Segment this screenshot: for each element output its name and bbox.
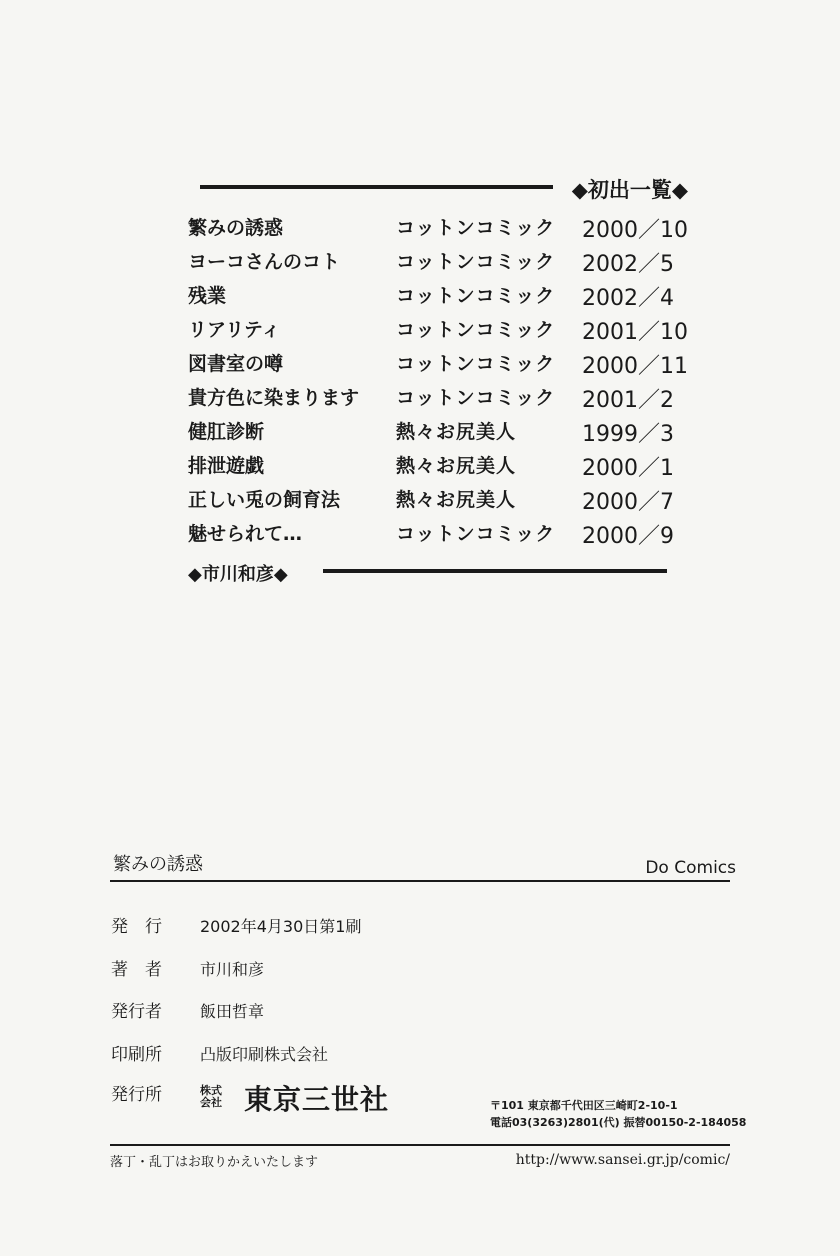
- work-title: 残業: [188, 285, 227, 307]
- colophon-field-label: 発行所: [111, 1085, 162, 1105]
- colophon-rule: [110, 880, 730, 882]
- colophon-field-value: 市川和彦: [200, 960, 265, 979]
- list-item: [188, 213, 728, 247]
- colophon-field-value: 2002年4月30日第1刷: [200, 917, 362, 936]
- list-item: [188, 417, 728, 451]
- work-title: 魅せられて…: [188, 523, 303, 545]
- list-item: [188, 349, 728, 383]
- exchange-note: 落丁・乱丁はお取りかえいたします: [110, 1155, 319, 1170]
- publish-date: 2001／10: [582, 320, 688, 345]
- publisher-phone: 電話03(3263)2801(代) 振替00150-2-184058: [490, 1116, 747, 1129]
- work-title: 繁みの誘惑: [188, 217, 284, 239]
- series-label: Do Comics: [645, 858, 736, 878]
- publisher-address: 〒101 東京都千代田区三崎町2-10-1: [490, 1099, 678, 1112]
- magazine-name: コットンコミック: [396, 217, 556, 239]
- list-item: [188, 315, 728, 349]
- colophon-field-label: 印刷所: [111, 1045, 162, 1065]
- list-item: [188, 519, 728, 553]
- work-title: ヨーコさんのコト: [188, 251, 341, 273]
- publish-date: 2000／11: [582, 354, 688, 379]
- list-item: [188, 383, 728, 417]
- colophon-book-title: 繁みの誘惑: [113, 854, 203, 875]
- publish-date: 2000／7: [582, 490, 674, 515]
- magazine-name: 熱々お尻美人: [396, 421, 517, 443]
- publish-date: 2000／1: [582, 456, 674, 481]
- publish-date: 1999／3: [582, 422, 674, 447]
- publish-date: 2000／10: [582, 218, 688, 243]
- magazine-name: コットンコミック: [396, 251, 556, 273]
- list-item: [188, 451, 728, 485]
- work-title: 健肛診断: [188, 421, 265, 443]
- work-title: リアリティ: [188, 319, 281, 341]
- work-title: 正しい兎の飼育法: [188, 489, 341, 511]
- colophon-field-label: 著 者: [111, 960, 162, 980]
- list-item: [188, 247, 728, 281]
- magazine-name: コットンコミック: [396, 523, 556, 545]
- work-title: 図書室の噂: [188, 353, 284, 375]
- list-item: [188, 281, 728, 315]
- publish-date: 2001／2: [582, 388, 674, 413]
- bottom-rule: [110, 1144, 730, 1146]
- colophon-field-value: 凸版印刷株式会社: [200, 1045, 329, 1064]
- magazine-name: コットンコミック: [396, 387, 556, 409]
- list-item: [188, 485, 728, 519]
- colophon-field-value: 飯田哲章: [200, 1002, 265, 1021]
- work-title: 排泄遊戯: [188, 455, 265, 477]
- magazine-name: 熱々お尻美人: [396, 489, 517, 511]
- publish-date: 2002／5: [582, 252, 674, 277]
- author-label: ◆市川和彦◆: [188, 564, 288, 585]
- magazine-name: コットンコミック: [396, 353, 556, 375]
- magazine-name: コットンコミック: [396, 319, 556, 341]
- publish-date: 2002／4: [582, 286, 674, 311]
- work-title: 貴方色に染まります: [188, 387, 360, 409]
- publish-date: 2000／9: [582, 524, 674, 549]
- list-title-rule: [200, 185, 553, 189]
- publisher-prefix: 株式会社: [200, 1084, 222, 1109]
- colophon-field-label: 発行者: [111, 1002, 162, 1022]
- author-rule: [323, 569, 667, 573]
- magazine-name: コットンコミック: [396, 285, 556, 307]
- colophon-field-label: 発 行: [111, 917, 162, 937]
- publication-list-title: ◆初出一覧◆: [571, 178, 688, 202]
- publisher-name: 東京三世社: [244, 1083, 390, 1116]
- publisher-url: http://www.sansei.gr.jp/comic/: [515, 1152, 730, 1168]
- magazine-name: 熱々お尻美人: [396, 455, 517, 477]
